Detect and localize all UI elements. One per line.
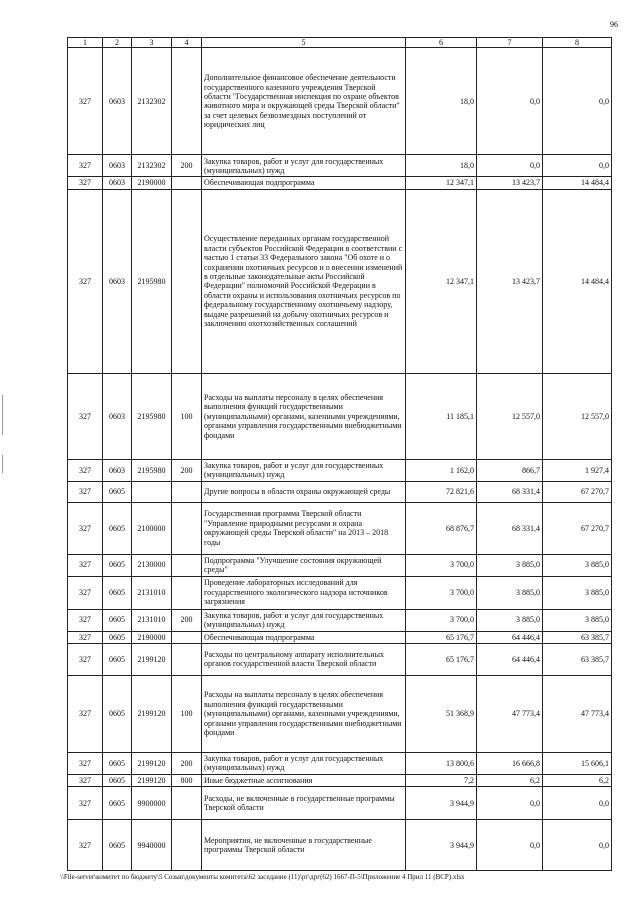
table-row: [68, 373, 612, 459]
table-row: [68, 774, 612, 786]
amount-cell: 12 557,0: [477, 373, 543, 459]
table-row: [68, 675, 612, 752]
scan-margin-mark: [2, 395, 3, 435]
target-article-cell: 2132302: [132, 48, 172, 155]
amount-cell: 47 773,4: [477, 675, 543, 752]
section-cell: 0603: [103, 177, 132, 189]
column-header: 3: [132, 38, 172, 48]
target-article-cell: 2199120: [132, 752, 172, 774]
table-row: [68, 643, 612, 675]
target-article-cell: 2100000: [132, 502, 172, 554]
expense-type-cell: [172, 502, 202, 554]
section-cell: 0605: [103, 554, 132, 576]
amount-cell: 67 270,7: [543, 502, 612, 554]
table-row: [68, 787, 612, 820]
code-cell: 327: [68, 554, 103, 576]
amount-cell: 0,0: [543, 48, 612, 155]
amount-cell: 6,2: [543, 774, 612, 786]
expense-type-cell: 100: [172, 373, 202, 459]
amount-cell: 3 885,0: [543, 609, 612, 631]
table-row: [68, 189, 612, 373]
column-header: 7: [477, 38, 543, 48]
section-cell: 0605: [103, 774, 132, 786]
section-cell: 0605: [103, 609, 132, 631]
description-cell: Закупка товаров, работ и услуг для государственных (муниципальных) нужд: [202, 609, 406, 631]
amount-cell: 1 927,4: [543, 459, 612, 481]
amount-cell: 72 821,6: [406, 481, 477, 502]
description-cell: Иные бюджетные ассигнования: [202, 774, 406, 786]
description-cell: Закупка товаров, работ и услуг для государственных (муниципальных) нужд: [202, 459, 406, 481]
code-cell: 327: [68, 459, 103, 481]
code-cell: 327: [68, 675, 103, 752]
code-cell: 327: [68, 752, 103, 774]
target-article-cell: 2190000: [132, 177, 172, 189]
table-row: [68, 502, 612, 554]
description-cell: Расходы по центральному аппарату исполнительных органов государственной власти Тверской области: [202, 643, 406, 675]
description-cell: Обеспечивающая подпрограмма: [202, 631, 406, 643]
description-cell: Закупка товаров, работ и услуг для государственных (муниципальных) нужд: [202, 752, 406, 774]
table-row: [68, 459, 612, 481]
amount-cell: 13 423,7: [477, 177, 543, 189]
amount-cell: 11 185,1: [406, 373, 477, 459]
table-row: [68, 631, 612, 643]
amount-cell: 866,7: [477, 459, 543, 481]
table-row: [68, 177, 612, 189]
description-cell: Закупка товаров, работ и услуг для государственных (муниципальных) нужд: [202, 155, 406, 177]
target-article-cell: 9900000: [132, 787, 172, 820]
amount-cell: 64 446,4: [477, 631, 543, 643]
code-cell: 327: [68, 502, 103, 554]
target-article-cell: 2199120: [132, 643, 172, 675]
column-header: 8: [543, 38, 612, 48]
amount-cell: 3 885,0: [543, 554, 612, 576]
column-header: 2: [103, 38, 132, 48]
amount-cell: 3 944,9: [406, 820, 477, 871]
amount-cell: 0,0: [543, 787, 612, 820]
amount-cell: 0,0: [477, 820, 543, 871]
table-row: [68, 820, 612, 871]
code-cell: 327: [68, 373, 103, 459]
section-cell: 0605: [103, 820, 132, 871]
target-article-cell: 2195980: [132, 373, 172, 459]
amount-cell: 6,2: [477, 774, 543, 786]
amount-cell: 3 885,0: [477, 609, 543, 631]
amount-cell: 16 666,8: [477, 752, 543, 774]
amount-cell: 3 885,0: [477, 576, 543, 609]
column-header: 1: [68, 38, 103, 48]
expense-type-cell: 200: [172, 459, 202, 481]
code-cell: 327: [68, 609, 103, 631]
amount-cell: 3 885,0: [543, 576, 612, 609]
expense-type-cell: [172, 189, 202, 373]
amount-cell: 13 800,6: [406, 752, 477, 774]
amount-cell: 0,0: [477, 155, 543, 177]
code-cell: 327: [68, 189, 103, 373]
section-cell: 0603: [103, 189, 132, 373]
amount-cell: 0,0: [543, 820, 612, 871]
target-article-cell: 9940000: [132, 820, 172, 871]
target-article-cell: 2132302: [132, 155, 172, 177]
amount-cell: 14 484,4: [543, 189, 612, 373]
amount-cell: 18,0: [406, 48, 477, 155]
section-cell: 0605: [103, 643, 132, 675]
code-cell: 327: [68, 631, 103, 643]
code-cell: 327: [68, 774, 103, 786]
expense-type-cell: [172, 787, 202, 820]
description-cell: Дополнительное финансовое обеспечение деятельности государственного казенного учреждения Тверской области "Государственная инспекция по охране объектов животного мира и окружающей среды Тверской области" за счет целевых безвозмездных поступлений от юридических лиц: [202, 48, 406, 155]
code-cell: 327: [68, 787, 103, 820]
section-cell: 0605: [103, 502, 132, 554]
amount-cell: 0,0: [543, 155, 612, 177]
description-cell: Проведение лабораторных исследований для государственного экологического надзора источников загрязнения: [202, 576, 406, 609]
table-row: [68, 155, 612, 177]
amount-cell: 15 606,1: [543, 752, 612, 774]
section-cell: 0605: [103, 752, 132, 774]
section-cell: 0605: [103, 631, 132, 643]
code-cell: 327: [68, 155, 103, 177]
target-article-cell: 2190000: [132, 631, 172, 643]
target-article-cell: 2199120: [132, 774, 172, 786]
table-row: [68, 576, 612, 609]
code-cell: 327: [68, 481, 103, 502]
amount-cell: 0,0: [477, 787, 543, 820]
column-header: 4: [172, 38, 202, 48]
section-cell: 0605: [103, 481, 132, 502]
section-cell: 0603: [103, 155, 132, 177]
section-cell: 0603: [103, 459, 132, 481]
amount-cell: 14 484,4: [543, 177, 612, 189]
amount-cell: 67 270,7: [543, 481, 612, 502]
expense-type-cell: [172, 576, 202, 609]
amount-cell: 3 700,0: [406, 554, 477, 576]
amount-cell: 64 446,4: [477, 643, 543, 675]
expense-type-cell: 200: [172, 155, 202, 177]
budget-table: [67, 37, 612, 871]
code-cell: 327: [68, 48, 103, 155]
code-cell: 327: [68, 177, 103, 189]
amount-cell: 47 773,4: [543, 675, 612, 752]
expense-type-cell: [172, 554, 202, 576]
expense-type-cell: [172, 481, 202, 502]
target-article-cell: 2130000: [132, 554, 172, 576]
code-cell: 327: [68, 576, 103, 609]
description-cell: Расходы, не включенные в государственные программы Тверской области: [202, 787, 406, 820]
amount-cell: 12 347,1: [406, 177, 477, 189]
target-article-cell: 2131010: [132, 609, 172, 631]
section-cell: 0605: [103, 675, 132, 752]
expense-type-cell: 200: [172, 752, 202, 774]
amount-cell: 63 385,7: [543, 631, 612, 643]
table-row: [68, 481, 612, 502]
scan-margin-mark: [2, 455, 3, 473]
amount-cell: 3 885,0: [477, 554, 543, 576]
expense-type-cell: [172, 631, 202, 643]
column-header: 5: [202, 38, 406, 48]
target-article-cell: [132, 481, 172, 502]
amount-cell: 18,0: [406, 155, 477, 177]
description-cell: Обеспечивающая подпрограмма: [202, 177, 406, 189]
page-number: 96: [610, 20, 618, 29]
table-row: [68, 48, 612, 155]
expense-type-cell: 200: [172, 609, 202, 631]
description-cell: Другие вопросы в области охраны окружающей среды: [202, 481, 406, 502]
amount-cell: 3 700,0: [406, 576, 477, 609]
description-cell: Расходы на выплаты персоналу в целях обеспечения выполнения функций государственными (муниципальными) органами, казенными учреждениями, органами управления государственными внебюджетными фондами: [202, 675, 406, 752]
target-article-cell: 2195980: [132, 189, 172, 373]
table-header-row: [68, 38, 612, 48]
expense-type-cell: [172, 820, 202, 871]
amount-cell: 65 176,7: [406, 643, 477, 675]
table-row: [68, 609, 612, 631]
expense-type-cell: 100: [172, 675, 202, 752]
amount-cell: 68 876,7: [406, 502, 477, 554]
description-cell: Государственная программа Тверской области "Управление природными ресурсами и охрана окружающей среды Тверской области" на 2013 – 2018 годы: [202, 502, 406, 554]
target-article-cell: 2131010: [132, 576, 172, 609]
code-cell: 327: [68, 820, 103, 871]
amount-cell: 12 347,1: [406, 189, 477, 373]
target-article-cell: 2195980: [132, 459, 172, 481]
amount-cell: 65 176,7: [406, 631, 477, 643]
description-cell: Расходы на выплаты персоналу в целях обеспечения выполнения функций государственными (муниципальными) органами, казенными учреждениями, органами управления государственными внебюджетными фондами: [202, 373, 406, 459]
section-cell: 0605: [103, 576, 132, 609]
expense-type-cell: [172, 643, 202, 675]
amount-cell: 3 700,0: [406, 609, 477, 631]
description-cell: Осуществление переданных органам государственной власти субъектов Российской Федерации в соответствии с частью 1 статьи 33 Федерального закона "Об охоте и о сохранении охотничьих ресурсов и о внесении изменений в отдельные законодательные акты Российской Федерации" полномочий Российской Федерации в области охраны и использования охотничьих ресурсов по федеральному государственному охотничьему надзору, выдаче разрешений на добычу охотничьих ресурсов и заключению охотхозяйственных соглашений: [202, 189, 406, 373]
section-cell: 0603: [103, 48, 132, 155]
table-body: [68, 48, 612, 871]
amount-cell: 3 944,9: [406, 787, 477, 820]
target-article-cell: 2199120: [132, 675, 172, 752]
section-cell: 0603: [103, 373, 132, 459]
column-header: 6: [406, 38, 477, 48]
amount-cell: 63 385,7: [543, 643, 612, 675]
code-cell: 327: [68, 643, 103, 675]
description-cell: Мероприятия, не включенные в государственные программы Тверской области: [202, 820, 406, 871]
description-cell: Подпрограмма "Улучшение состояния окружающей среды": [202, 554, 406, 576]
expense-type-cell: [172, 48, 202, 155]
expense-type-cell: 800: [172, 774, 202, 786]
expense-type-cell: [172, 177, 202, 189]
amount-cell: 0,0: [477, 48, 543, 155]
section-cell: 0605: [103, 787, 132, 820]
amount-cell: 51 368,9: [406, 675, 477, 752]
amount-cell: 68 331,4: [477, 502, 543, 554]
amount-cell: 12 557,0: [543, 373, 612, 459]
file-path-footer: \\File-server\комитет по бюджету\5 Созыв\документы комитета\62 заседание (11)\рг\дрг(62) 1667-П-5\Приложение 4 Прил 11 (ВСР).xlsx: [60, 873, 465, 881]
amount-cell: 13 423,7: [477, 189, 543, 373]
table-row: [68, 554, 612, 576]
amount-cell: 1 162,0: [406, 459, 477, 481]
amount-cell: 7,2: [406, 774, 477, 786]
amount-cell: 68 331,4: [477, 481, 543, 502]
table-row: [68, 752, 612, 774]
